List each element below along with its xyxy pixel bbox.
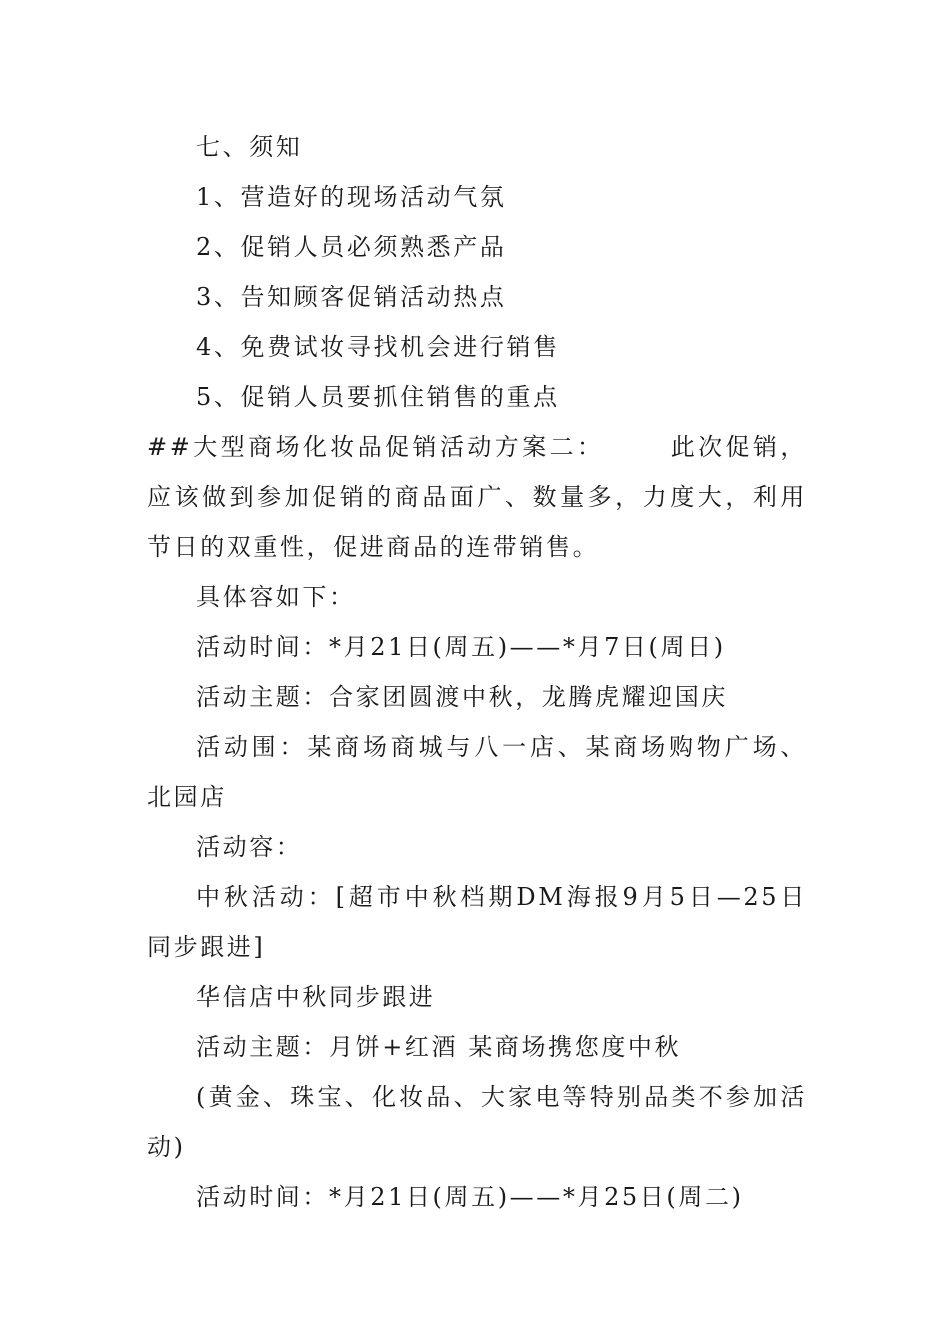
activity-time: 活动时间：*月21日(周五)——*月7日(周日) bbox=[196, 633, 726, 661]
mid-autumn-activity: 中秋活动：[超市中秋档期DM海报9月5日—25日同步跟进] bbox=[147, 883, 807, 961]
list-item: 3、告知顾客促销活动热点 bbox=[196, 283, 507, 311]
list-item: 4、免费试妆寻找机会进行销售 bbox=[196, 333, 560, 361]
exclusion-note: (黄金、珠宝、化妆品、大家电等特别品类不参加活动) bbox=[147, 1083, 807, 1161]
activity-scope: 活动围：某商场商城与八一店、某商场购物广场、北园店 bbox=[147, 733, 807, 811]
activity-theme: 活动主题：合家团圆渡中秋，龙腾虎耀迎国庆 bbox=[196, 683, 728, 711]
section-heading: 七、须知 bbox=[196, 133, 303, 161]
details-heading: 具体容如下： bbox=[196, 583, 356, 611]
store-followup: 华信店中秋同步跟进 bbox=[196, 983, 436, 1011]
activity-content-heading: 活动容： bbox=[196, 833, 303, 861]
list-item: 5、促销人员要抓住销售的重点 bbox=[196, 383, 560, 411]
list-item: 1、营造好的现场活动气氛 bbox=[196, 183, 507, 211]
list-item: 2、促销人员必须熟悉产品 bbox=[196, 233, 507, 261]
document-page bbox=[147, 122, 807, 1222]
activity-theme-2: 活动主题：月饼+红酒 某商场携您度中秋 bbox=[196, 1033, 682, 1061]
activity-time-2: 活动时间：*月21日(周五)——*月25日(周二) bbox=[196, 1183, 744, 1211]
plan-intro-paragraph: ##大型商场化妆品促销活动方案二： 此次促销，应该做到参加促销的商品面广、数量多，力度大，利用节日的双重性，促进商品的连带销售。 bbox=[147, 433, 807, 561]
